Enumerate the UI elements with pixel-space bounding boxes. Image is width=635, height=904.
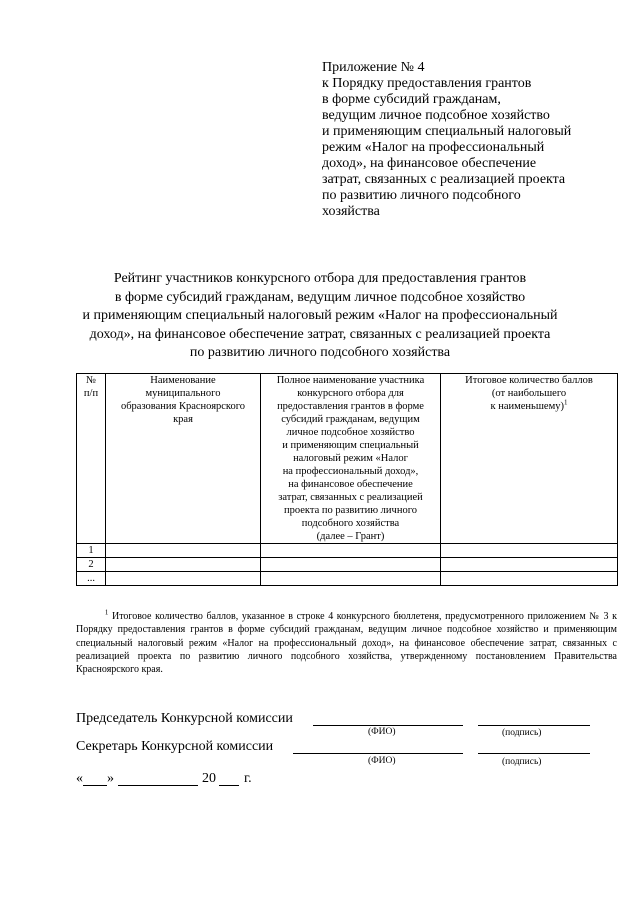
table-row (77, 544, 618, 558)
header-municipality: Наименование муниципального образования Красноярского края (106, 374, 261, 544)
rating-table (76, 373, 618, 586)
title-line: и применяющим специальный налоговый режим «Налог на профессиональный (82, 308, 558, 323)
date-year-line[interactable] (219, 785, 239, 786)
secretary-signature-line[interactable] (478, 753, 590, 754)
appendix-line: хозяйства (322, 204, 380, 219)
appendix-line: к Порядку предоставления грантов (322, 76, 532, 91)
signature-caption: (подпись) (502, 728, 542, 738)
chairman-name-line[interactable] (313, 725, 463, 726)
chairman-signature-line[interactable] (478, 725, 590, 726)
appendix-line: режим «Налог на профессиональный (322, 140, 545, 155)
row-number: 1 (77, 544, 106, 558)
table-row (77, 572, 618, 586)
fio-caption: (ФИО) (368, 727, 396, 737)
chairman-label: Председатель Конкурсной комиссии (76, 711, 293, 726)
table-row (77, 558, 618, 572)
header-score: Итоговое количество баллов (от наибольшего к наименьшему)$^1$ (441, 374, 618, 544)
date-month-line[interactable] (118, 785, 198, 786)
appendix-line: в форме субсидий гражданам, (322, 92, 501, 107)
secretary-name-line[interactable] (293, 753, 463, 754)
appendix-line: Приложение № 4 (322, 60, 425, 75)
date-year-prefix: 20 (202, 771, 216, 786)
footnote-ref: 1 (563, 398, 568, 407)
footnote-text: Итоговое количество баллов, указанное в строке 4 конкурсного бюллетеня, предусмотренного приложением № 3 к Порядку предоставления грантов в форме субсидий гражданам, ведущим личное подсобное хозяйство и применяющим специальный налоговый режим «Налог на профессиональный доход», на финансовое обеспечение затрат, связанных с реализацией проекта по развитию личного подсобного хозяйства, утвержденному постановлением Правительства Красноярского края. (76, 611, 617, 676)
date-close-quote: » (107, 771, 114, 786)
appendix-header (322, 60, 622, 220)
title-line: доход», на финансовое обеспечение затрат, связанных с реализацией проекта (89, 326, 551, 342)
fio-caption: (ФИО) (368, 756, 396, 766)
appendix-line: затрат, связанных с реализацией проекта (322, 172, 566, 187)
secretary-label: Секретарь Конкурсной комиссии (76, 739, 274, 754)
date-year-suffix: г. (244, 771, 252, 786)
header-number: № п/п (77, 374, 106, 544)
title-line: Рейтинг участников конкурсного отбора для предоставления грантов (113, 271, 527, 286)
appendix-line: и применяющим специальный налоговый (322, 124, 572, 139)
row-number: ... (77, 572, 106, 586)
header-participant: Полное наименование участника конкурсного отбора для предоставления грантов в форме субсидий гражданам, ведущим личное подсобное хозяйство и применяющим специальный налоговый режим «Налог на профессиональный доход», на финансовое обеспечение затрат, связанных с реализацией проекта по развитию личного подсобного хозяйства (далее – Грант) (261, 374, 441, 544)
appendix-line: доход», на финансовое обеспечение (322, 156, 537, 171)
date-open-quote: « (76, 771, 83, 786)
table-header-row (77, 374, 618, 544)
footnote (76, 610, 617, 676)
footnote-mark: 1 (104, 608, 109, 617)
title-line: в форме субсидий гражданам, ведущим личное подсобное хозяйство (114, 289, 526, 305)
title-line: по развитию личного подсобного хозяйства (189, 345, 451, 360)
document-title (70, 270, 570, 363)
row-number: 2 (77, 558, 106, 572)
appendix-line: по развитию личного подсобного (322, 188, 521, 203)
signature-caption: (подпись) (502, 757, 542, 767)
date-day-line[interactable] (83, 785, 107, 786)
appendix-line: ведущим личное подсобное хозяйство (322, 108, 550, 123)
